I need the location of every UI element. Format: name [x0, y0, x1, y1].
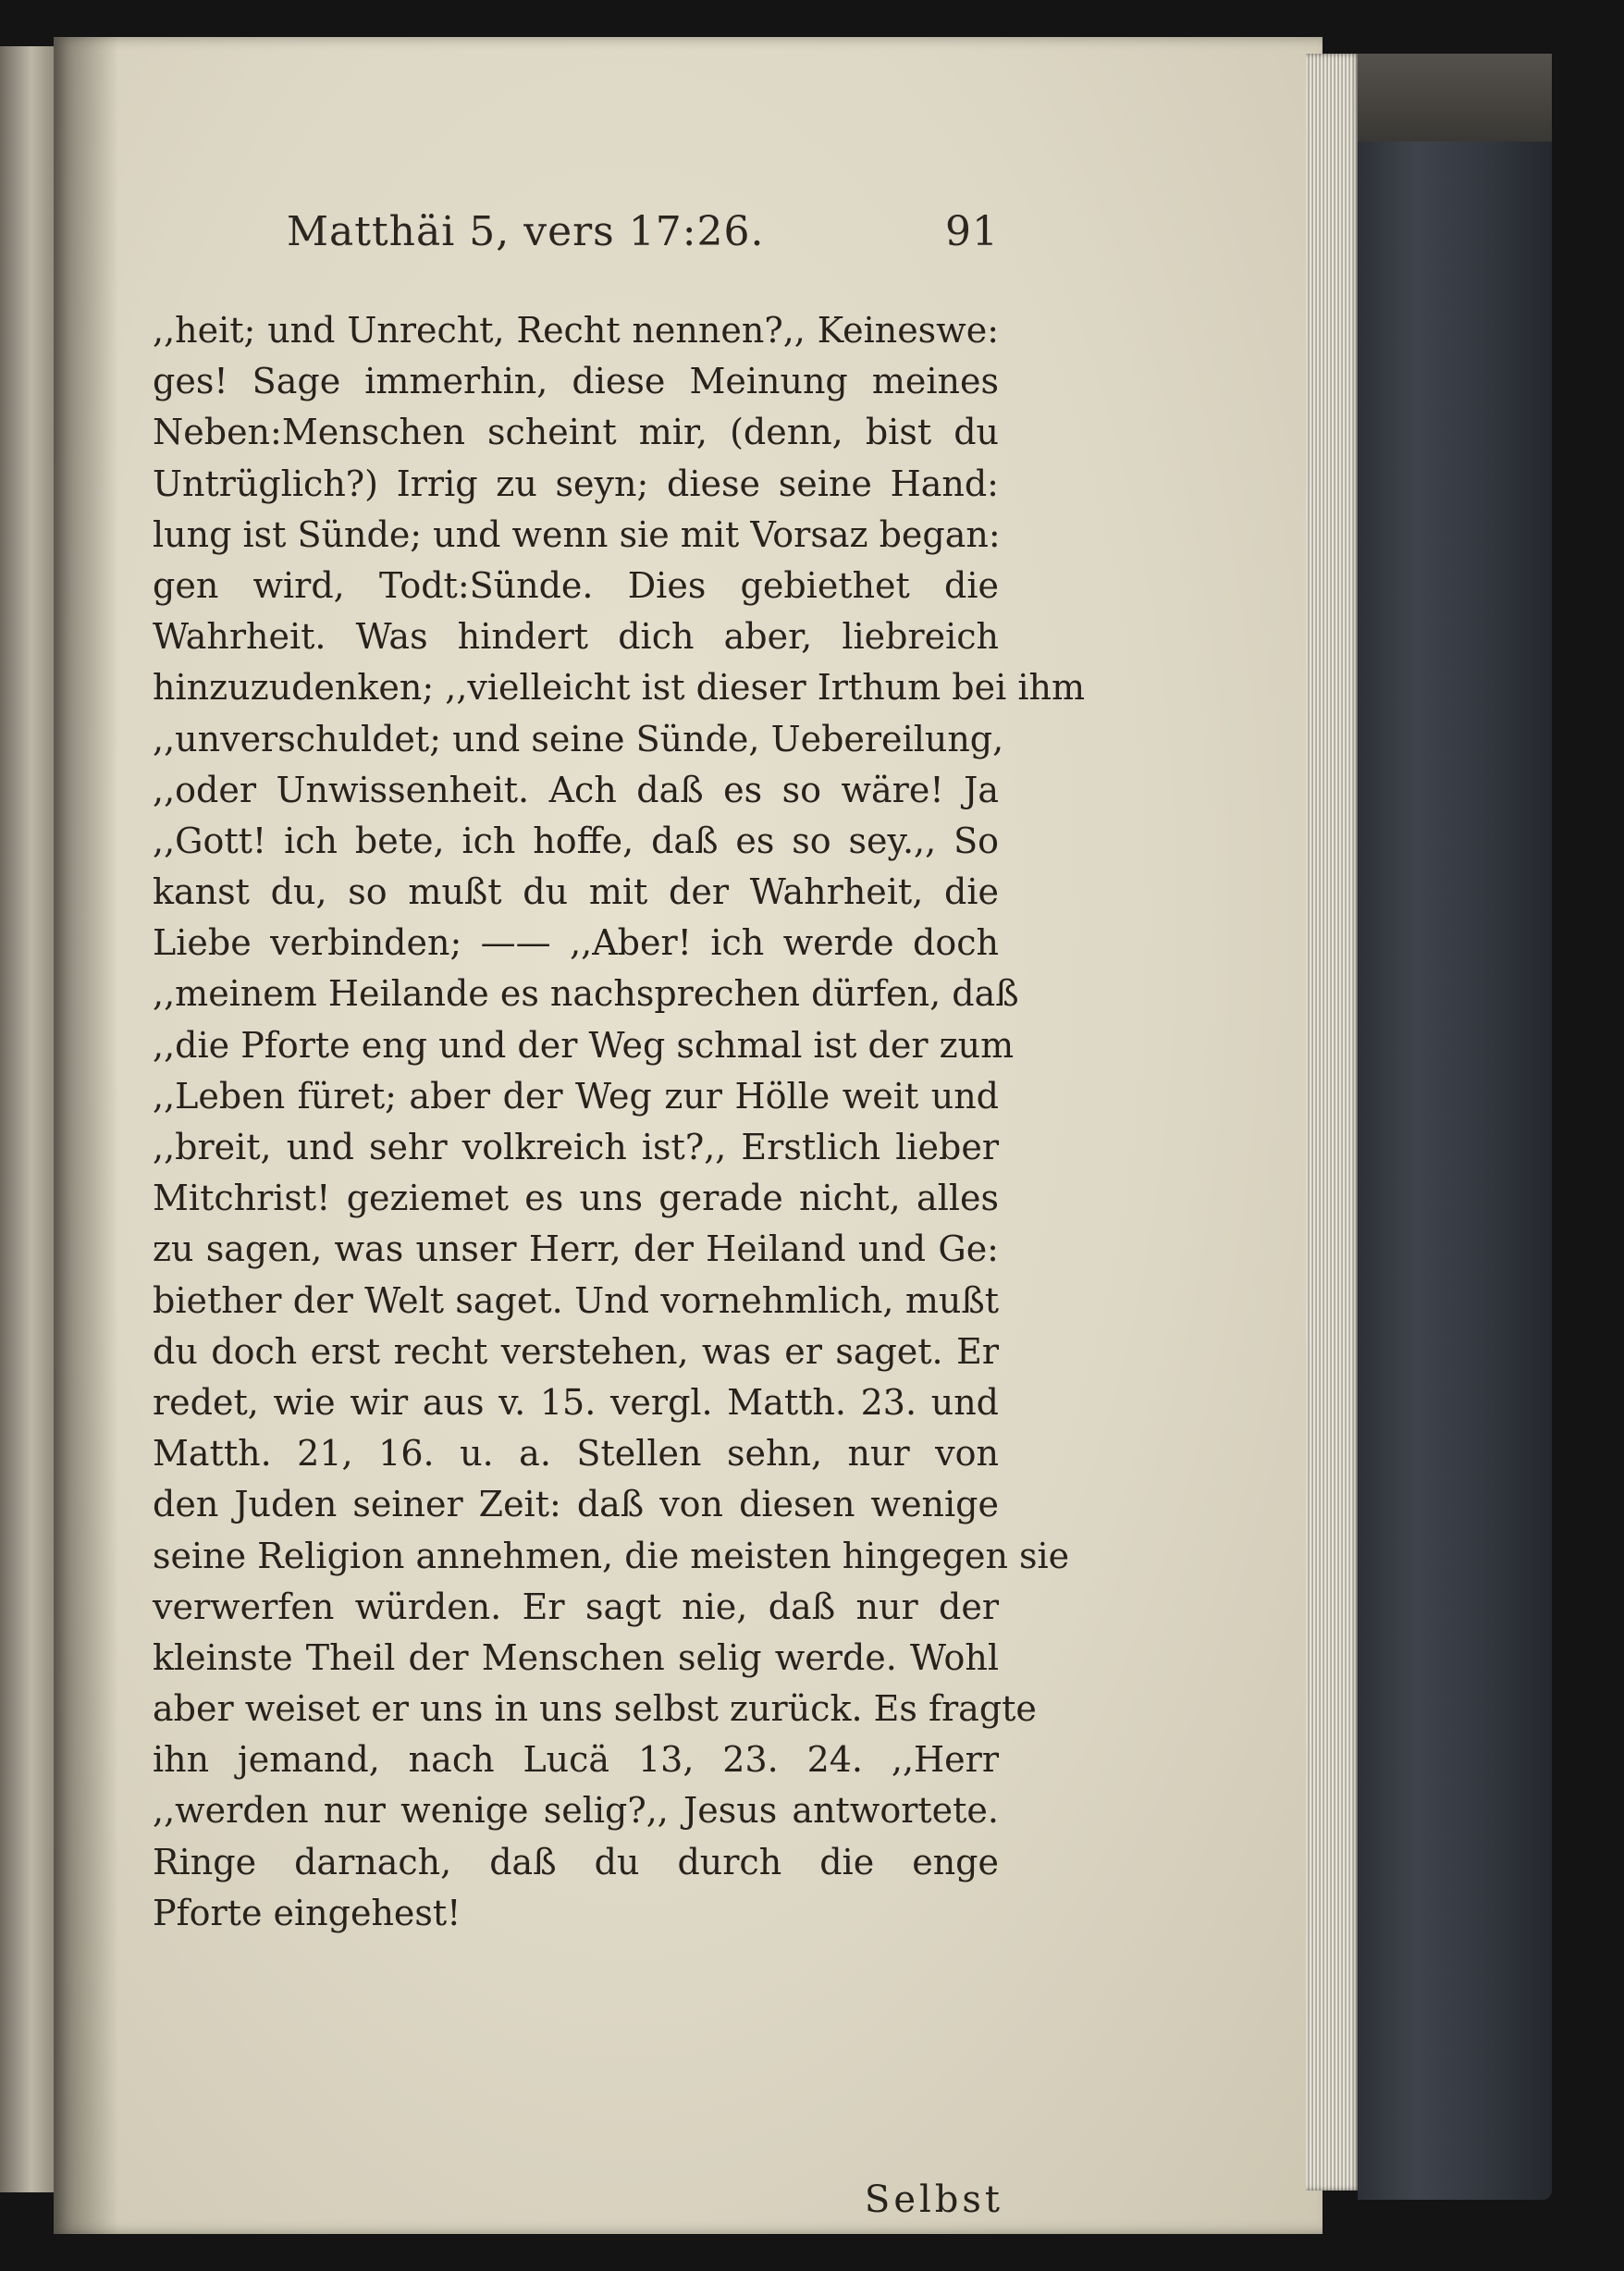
text-line: verwerfen würden. Er sagt nie, daß nur der [153, 1586, 999, 1627]
text-line: ges! Sage immerhin, diese Meinung meines [153, 361, 999, 402]
text-line: ,,werden nur wenige selig?,, Jesus antwortete. [153, 1790, 999, 1832]
text-line: gen wird, Todt:Sünde. Dies gebiethet die [153, 564, 999, 606]
running-head [287, 208, 999, 255]
text-line: ,,Gott! ich bete, ich hoffe, daß es so sey.,, So [153, 820, 999, 861]
text-line: redet, wie wir aus v. 15. vergl. Matth. 23. und [153, 1381, 999, 1423]
text-line: Untrüglich?) Irrig zu seyn; diese seine Hand: [153, 463, 999, 504]
text-line: Ringe darnach, daß du durch die enge [153, 1841, 999, 1882]
text-line: seine Religion annehmen, die meisten hingegen sie [153, 1535, 1070, 1576]
text-line: den Juden seiner Zeit: daß von diesen wenige [153, 1484, 999, 1525]
text-line: ,,oder Unwissenheit. Ach daß es so wäre! Ja [153, 769, 999, 810]
cover-top-band [1358, 54, 1552, 142]
text-line: ,,Leben füret; aber der Weg zur Hölle weit und [153, 1075, 999, 1117]
text-line: Wahrheit. Was hindert dich aber, liebreich [153, 616, 999, 658]
facing-page-edge [0, 46, 57, 2192]
text-line: kanst du, so mußt du mit der Wahrheit, die [153, 871, 999, 913]
text-line: Mitchrist! geziemet es uns gerade nicht, alles [153, 1178, 999, 1219]
text-line: Neben:Menschen scheint mir, (denn, bist du [153, 412, 999, 453]
text-line: Liebe verbinden; —— ,,Aber! ich werde doch [153, 922, 999, 964]
text-line: Matth. 21, 16. u. a. Stellen sehn, nur von [153, 1433, 999, 1475]
text-line: ihn jemand, nach Lucä 13, 23. 24. ,,Herr [153, 1739, 999, 1781]
text-line: ,,breit, und sehr volkreich ist?,, Erstlich lieber [153, 1127, 999, 1167]
book-cover [1358, 54, 1552, 2200]
text-line: ,,unverschuldet; und seine Sünde, Uebereilung, [153, 718, 1004, 759]
gutter-shadow [54, 37, 118, 2234]
text-line: zu sagen, was unser Herr, der Heiland und Ge: [153, 1228, 999, 1270]
catchword: Selbst [864, 2178, 1003, 2221]
page-edges [1306, 54, 1359, 2191]
text-line: aber weiset er uns in uns selbst zurück. Es fragte [153, 1688, 1037, 1730]
text-line: kleinste Theil der Menschen selig werde. Wohl [153, 1636, 999, 1678]
text-line: ,,heit; und Unrecht, Recht nennen?,, Keineswe: [153, 310, 999, 351]
text-line: lung ist Sünde; und wenn sie mit Vorsaz began: [153, 513, 1001, 555]
text-line: ,,die Pforte eng und der Weg schmal ist der zum [153, 1024, 1015, 1066]
text-line: biether der Welt saget. Und vornehmlich, mußt [153, 1279, 999, 1321]
text-line: ,,meinem Heilande es nachsprechen dürfen, daß [153, 973, 1019, 1015]
text-line: Pforte eingehest! [153, 1892, 461, 1933]
page-number: 91 [945, 208, 999, 255]
running-head-title: Matthäi 5, vers 17:26. [287, 208, 765, 255]
text-line: du doch erst recht verstehen, was er saget. Er [153, 1330, 999, 1372]
text-line: hinzuzudenken; ,,vielleicht ist dieser Irthum bei ihm [153, 667, 1085, 709]
body-text [153, 305, 1085, 1939]
